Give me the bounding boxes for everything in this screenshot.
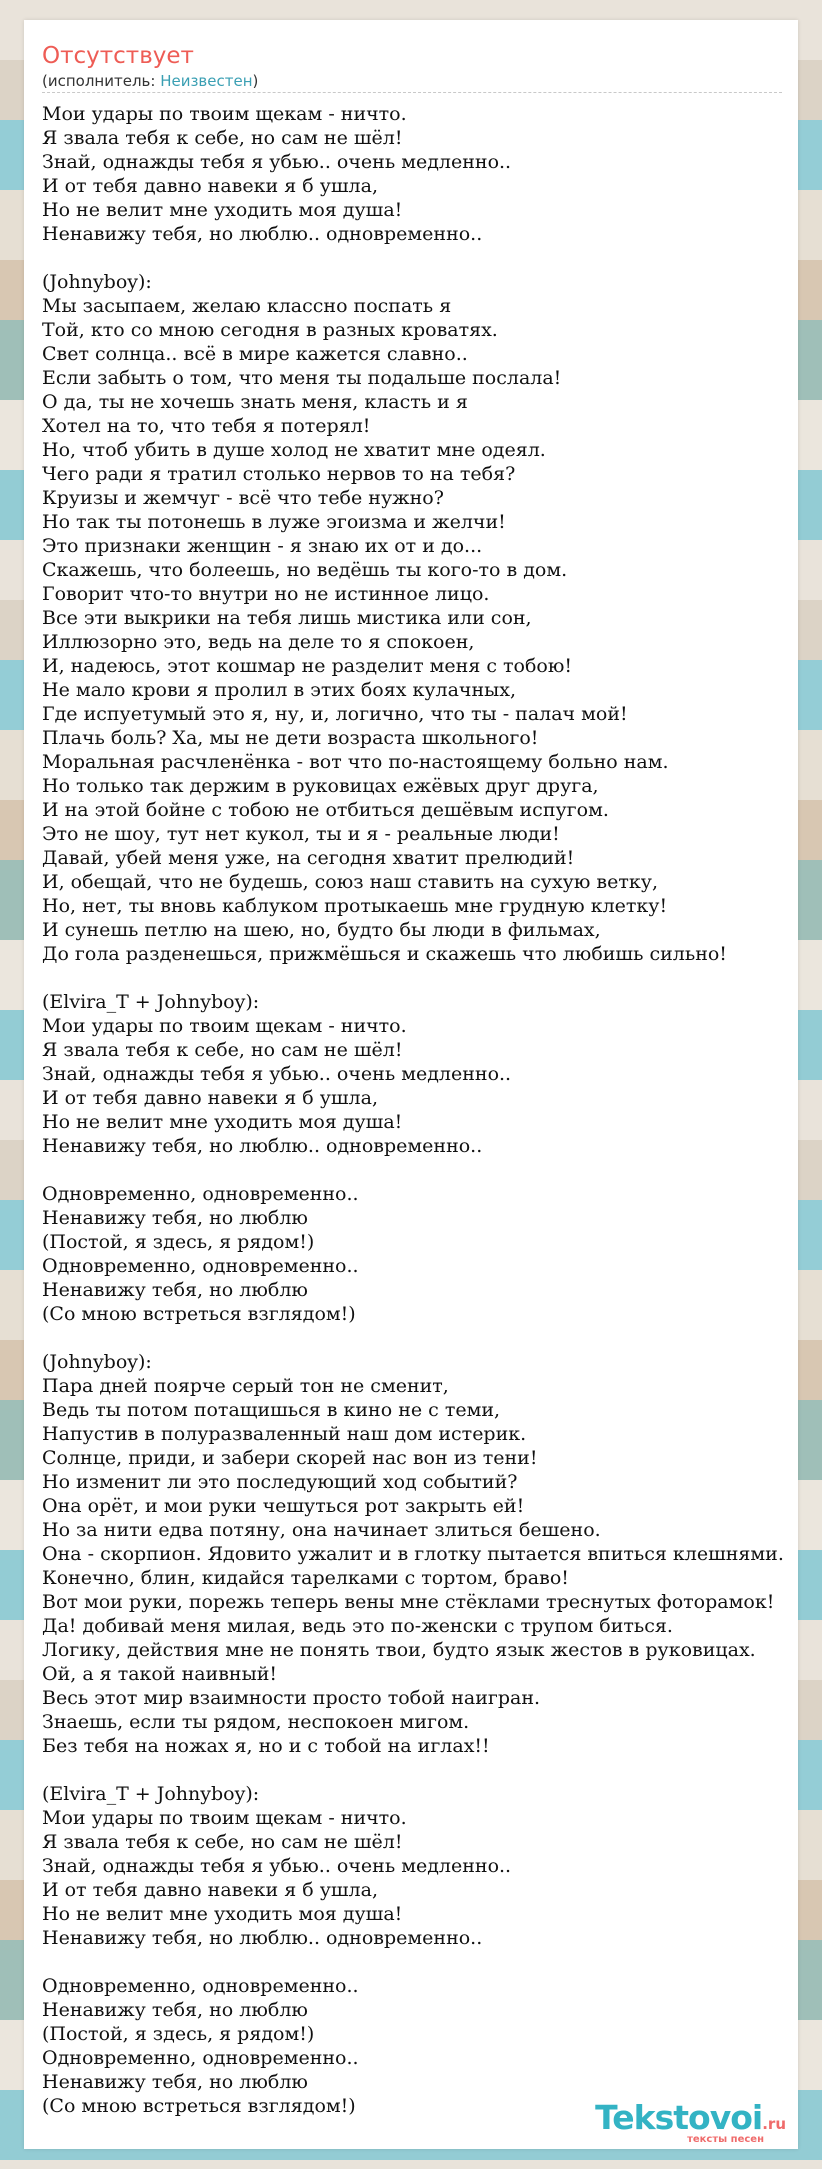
lyric-line: Одновременно, одновременно.. [42,2047,359,2069]
lyric-line: Это не шоу, тут нет кукол, ты и я - реальные люди! [42,823,560,845]
lyric-line: Чего ради я тратил столько нервов то на тебя? [42,463,516,485]
lyric-line: И на этой бойне с тобою не отбиться дешёвым испугом. [42,799,609,821]
lyrics-card [24,20,798,2149]
lyric-line: Ведь ты потом потащишься в кино не с теми, [42,1399,501,1421]
lyric-line: И, надеюсь, этот кошмар не разделит меня с тобою! [42,655,573,677]
artist-prefix: (исполнитель: [42,72,161,90]
lyric-line: Я звала тебя к себе, но сам не шёл! [42,1831,403,1853]
lyric-line: Мои удары по твоим щекам - ничто. [42,1807,407,1829]
lyric-line: И, обещай, что не будешь, союз наш ставить на сухую ветку, [42,871,658,893]
artist-suffix: ) [252,72,259,90]
lyric-line: Но не велит мне уходить моя душа! [42,1903,403,1925]
lyric-line: Весь этот мир взаимности просто тобой наигран. [42,1687,541,1709]
lyric-line: (Постой, я здесь, я рядом!) [42,2023,315,2045]
lyric-line: Хотел на то, что тебя я потерял! [42,415,371,437]
lyric-line: Но не велит мне уходить моя душа! [42,199,403,221]
lyric-line [42,246,802,270]
lyric-line [42,1758,802,1782]
lyric-line [42,1158,802,1182]
lyric-line: (Elvira_T + Johnyboy): [42,1783,260,1805]
lyric-line: Но, чтоб убить в душе холод не хватит мне одеял. [42,439,546,461]
lyric-line: Это признаки женщин - я знаю их от и до... [42,535,483,557]
lyric-line: Вот мои руки, порежь теперь вены мне стёклами треснутых фоторамок! [42,1591,775,1613]
lyric-line: Солнце, приди, и забери скорей нас вон из тени! [42,1447,538,1469]
lyric-line: Мы засыпаем, желаю классно поспать я [42,295,452,317]
lyric-line: Одновременно, одновременно.. [42,1255,359,1277]
lyric-line: Но так ты потонешь в луже эгоизма и желчи! [42,511,506,533]
lyric-line: Знай, однажды тебя я убью.. очень медленно.. [42,151,512,173]
lyric-line: И от тебя давно навеки я б ушла, [42,1087,378,1109]
lyric-line: Давай, убей меня уже, на сегодня хватит прелюдий! [42,847,575,869]
lyric-line [42,1950,802,1974]
lyric-line: (Постой, я здесь, я рядом!) [42,1231,315,1253]
lyric-line: Одновременно, одновременно.. [42,1975,359,1997]
lyric-line: Мои удары по твоим щекам - ничто. [42,1015,407,1037]
lyric-line: Ненавижу тебя, но люблю.. одновременно.. [42,223,483,245]
lyric-line: О да, ты не хочешь знать меня, класть и я [42,391,468,413]
lyric-line: Ой, а я такой наивный! [42,1663,278,1685]
lyric-line: Знай, однажды тебя я убью.. очень медленно.. [42,1063,512,1085]
lyric-line: Плачь боль? Ха, мы не дети возраста школьного! [42,727,539,749]
lyric-line: Иллюзорно это, ведь на деле то я спокоен, [42,631,475,653]
lyric-line: Одновременно, одновременно.. [42,1183,359,1205]
logo-suffix: .ru [762,2115,786,2133]
lyric-line: Не мало крови я пролил в этих боях кулачных, [42,679,516,701]
lyric-line [42,1326,802,1350]
lyric-line: Но не велит мне уходить моя душа! [42,1111,403,1133]
lyric-line: Ненавижу тебя, но люблю [42,1999,308,2021]
artist-link[interactable]: Неизвестен [160,72,253,90]
site-logo[interactable] [595,2098,786,2145]
lyric-line: Ненавижу тебя, но люблю [42,1207,308,1229]
lyric-line: Да! добивай меня милая, ведь это по-женски с трупом биться. [42,1615,673,1637]
artist-line [42,72,782,93]
lyric-line: Ненавижу тебя, но люблю.. одновременно.. [42,1135,483,1157]
lyric-line: Мои удары по твоим щекам - ничто. [42,103,407,125]
lyric-line: Скажешь, что болеешь, но ведёшь ты кого-то в дом. [42,559,568,581]
lyrics-body [42,102,802,2118]
lyric-line: (Johnyboy): [42,1351,152,1373]
lyric-line: (Со мною встреться взглядом!) [42,1303,356,1325]
lyric-line: Ненавижу тебя, но люблю [42,1279,308,1301]
lyric-line: Ненавижу тебя, но люблю [42,2071,308,2093]
lyric-line: Я звала тебя к себе, но сам не шёл! [42,127,403,149]
lyric-line: (Elvira_T + Johnyboy): [42,991,260,1013]
lyric-line: И от тебя давно навеки я б ушла, [42,1879,378,1901]
lyric-line: Без тебя на ножах я, но и с тобой на иглах!! [42,1735,490,1757]
lyric-line: Знаешь, если ты рядом, неспокоен мигом. [42,1711,470,1733]
logo-tagline: тексты песен [687,2134,764,2145]
lyric-line: Я звала тебя к себе, но сам не шёл! [42,1039,403,1061]
lyric-line: Где испуетумый это я, ну, и, логично, что ты - палач мой! [42,703,628,725]
lyric-line: Но изменит ли это последующий ход событий? [42,1471,518,1493]
lyric-line: Но только так держим в руковицах ежёвых друг друга, [42,775,599,797]
lyric-line: Она орёт, и мои руки чешуться рот закрыть ей! [42,1495,525,1517]
lyric-line: Той, кто со мною сегодня в разных кроватях. [42,319,498,341]
lyric-line: (Johnyboy): [42,271,152,293]
lyric-line: Ненавижу тебя, но люблю.. одновременно.. [42,1927,483,1949]
lyric-line: До гола разденешься, прижмёшься и скажешь что любишь сильно! [42,943,727,965]
lyric-line: Если забыть о том, что меня ты подальше послала! [42,367,562,389]
lyric-line: Логику, действия мне не понять твои, будто язык жестов в руковицах. [42,1639,756,1661]
lyric-line: Она - скорпион. Ядовито ужалит и в глотку пытается впиться клешнями. [42,1543,784,1565]
lyric-line: И сунешь петлю на шею, но, будто бы люди в фильмах, [42,919,601,941]
lyric-line: Круизы и жемчуг - всё что тебе нужно? [42,487,444,509]
lyric-line: Пара дней поярче серый тон не сменит, [42,1375,449,1397]
lyric-line: (Со мною встреться взглядом!) [42,2095,356,2117]
logo-text: Tekstovoi [595,2098,763,2137]
lyric-line: Но за нити едва потяну, она начинает злиться бешено. [42,1519,601,1541]
lyric-line: Говорит что-то внутри но не истинное лицо. [42,583,490,605]
lyric-line: Все эти выкрики на тебя лишь мистика или сон, [42,607,532,629]
lyric-line [42,966,802,990]
lyric-line: Но, нет, ты вновь каблуком протыкаешь мне грудную клетку! [42,895,668,917]
lyric-line: Моральная расчленёнка - вот что по-настоящему больно нам. [42,751,669,773]
lyric-line: Конечно, блин, кидайся тарелками с тортом, браво! [42,1567,569,1589]
lyric-line: Напустив в полуразваленный наш дом истерик. [42,1423,527,1445]
lyric-line: Свет солнца.. всё в мире кажется славно.. [42,343,468,365]
song-title: Отсутствует [42,43,194,69]
lyric-line: И от тебя давно навеки я б ушла, [42,175,378,197]
lyric-line: Знай, однажды тебя я убью.. очень медленно.. [42,1855,512,1877]
